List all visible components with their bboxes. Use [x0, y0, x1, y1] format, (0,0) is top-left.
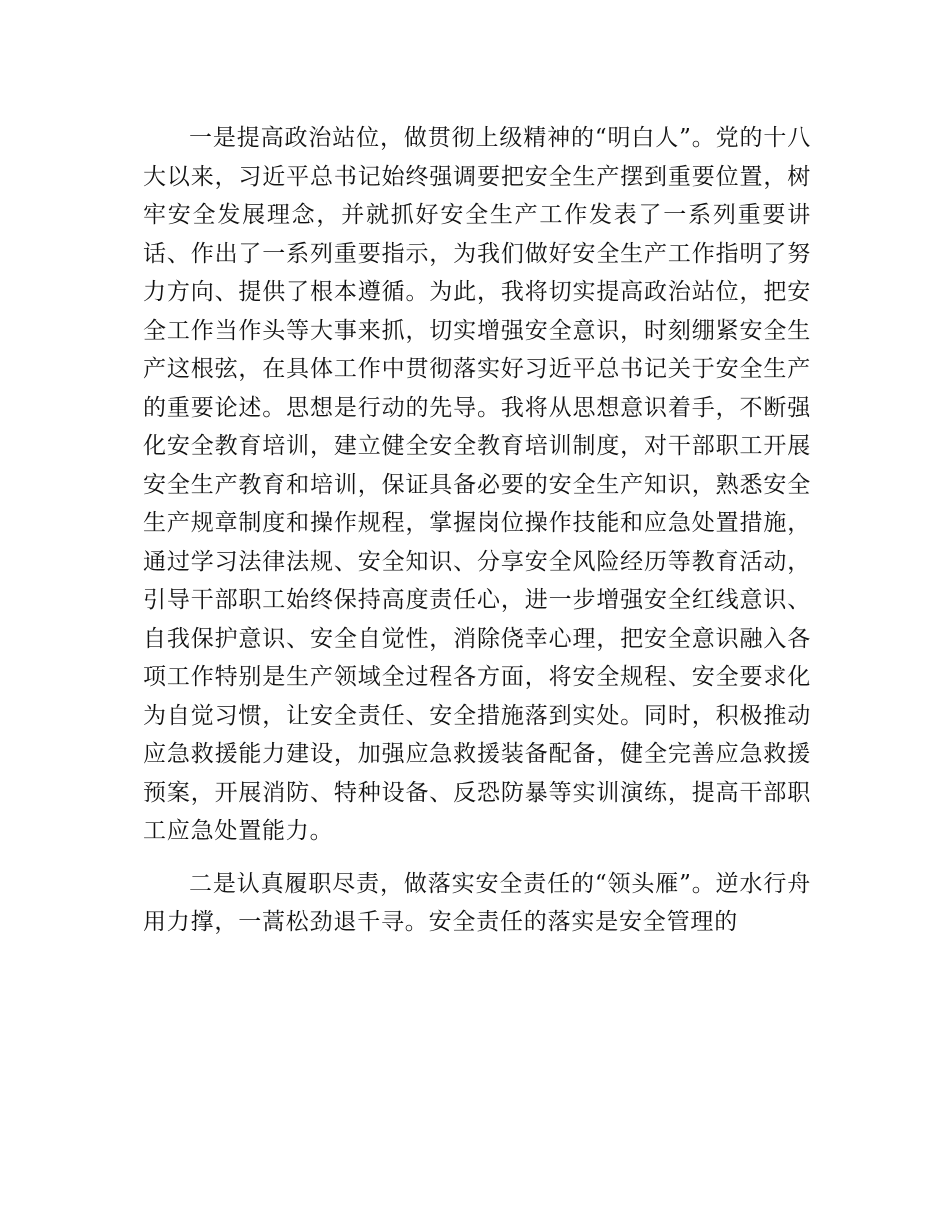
paragraph-political-stance: 一是提高政治站位，做贯彻上级精神的“明白人”。党的十八大以来，习近平总书记始终强调要把安全生产摆到重要位置，树牢安全发展理念，并就抓好安全生产工作发表了一系列重要讲话、作出了一系列重要指示，为我们做好安全生产工作指明了努力方向、提供了根本遵循。为此，我将切实提高政治站位，把安全工作当作头等大事来抓，切实增强安全意识，时刻绷紧安全生产这根弦，在具体工作中贯彻落实好习近平总书记关于安全生产的重要论述。思想是行动的先导。我将从思想意识着手，不断强化安全教育培训，建立健全安全教育培训制度，对干部职工开展安全生产教育和培训，保证具备必要的安全生产知识，熟悉安全生产规章制度和操作规程，掌握岗位操作技能和应急处置措施，通过学习法律法规、安全知识、分享安全风险经历等教育活动，引导干部职工始终保持高度责任心，进一步增强安全红线意识、自我保护意识、安全自觉性，消除侥幸心理，把安全意识融入各项工作特别是生产领域全过程各方面，将安全规程、安全要求化为自觉习惯，让安全责任、安全措施落到实处。同时，积极推动应急救援能力建设，加强应急救援装备配备，健全完善应急救援预案，开展消防、特种设备、反恐防暴等实训演练，提高干部职工应急处置能力。 [143, 125, 811, 844]
paragraph-fulfill-duties: 二是认真履职尽责，做落实安全责任的“领头雁”。逆水行舟用力撑，一蒿松劲退千寻。安全责任的落实是安全管理的 [143, 870, 811, 935]
document-body [143, 119, 811, 942]
